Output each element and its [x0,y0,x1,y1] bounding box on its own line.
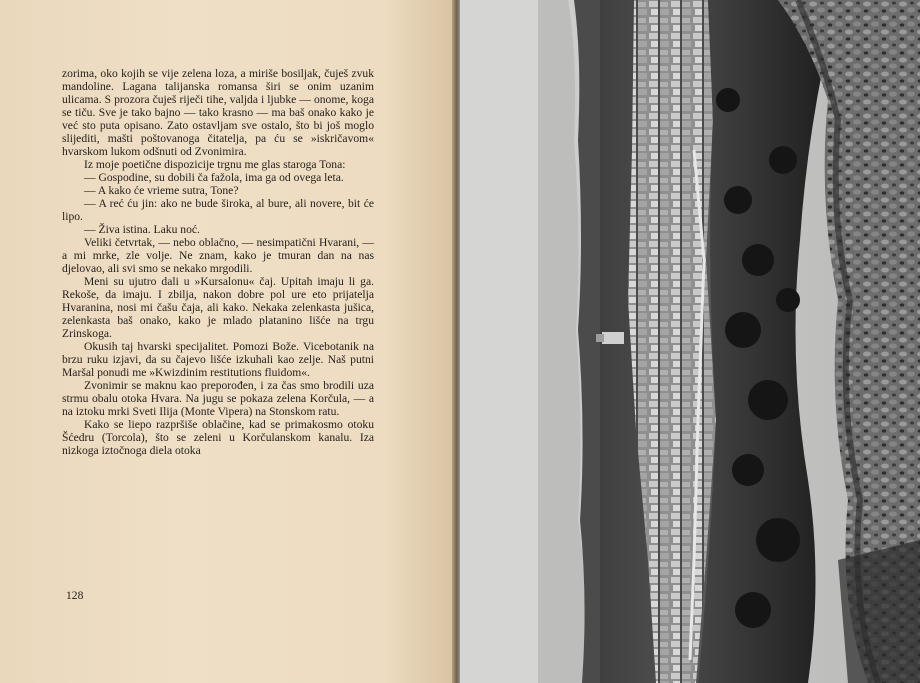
dialogue-line: — A reć ću jin: ako ne bude široka, al bure, ali novere, bit će lipo. [62,197,374,223]
dialogue-line: — Živa istina. Laku noć. [84,223,200,236]
paragraph: Okusih taj hvarski specijalitet. Pomozi Bože. Vicebotanik na brzu ruku izjavi, da su čajevo lišće izkuhali kao zelje. Naš putni Maršal ponudi me »Kwizdinim restitutions fluidom«. [62,340,374,379]
paragraph: Zvonimir se maknu kao preporođen, i za čas smo brodili uza strmu obalu otoka Hvara. Na jugu se pokaza zelena Korčula, — a na iztoku mrki Sveti Ilija (Monte Vipera) na Stonskom ratu. [62,379,374,418]
dialogue-line: — A kako će vrieme sutra, Tone? [84,184,239,197]
paragraph: Veliki četvrtak, — nebo oblačno, — nesimpatični Hvarani, — a mi mrke, zle volje. Ne znam, kako je tmuran dan na nas djelovao, ali svi smo se nekako mrgodili. [62,236,374,275]
body-text [62,67,374,457]
photo-illustration [538,0,920,683]
paragraph: Kako se liepo razpršiše oblačine, kad se primakosmo otoku Šćedru (Torcola), što se zeleni u Korčulanskom kanalu. Iza nizkoga iztočnoga diela otoka [62,418,374,457]
paragraph: Iz moje poetične dispozicije trgnu me glas staroga Tona: [84,158,346,171]
dialogue-line: — Gospodine, su dobili ča fažola, ima ga od ovega leta. [84,171,344,184]
paragraph: zorima, oko kojih se vije zelena loza, a miriše bosiljak, čuješ zvuk mandoline. Lagana talijanska romansa širi se onim uzanim ulicama. S prozora čuješ riječi tihe, valjda i ljubke — onome, koga se tiču. Sve je tako bajno — tako krasno — ma baš onako kako je već sto puta opisano. Zato ostavljam sve ostalo, što bi još moglo slijediti, mašti poštovanoga čitatelja, pa ću se »iskričavom« hvarskom lukom odšnuti od Zvonimira. [62,67,374,158]
page-number: 128 [66,589,84,602]
paragraph: Meni su ujutro dali u »Kursalonu« čaj. Upitah imaju li ga. Rekoše, da imaju. I zbilja, nakon dobre pol ure eto prijatelja Hvaranina, nosi mi čašu čaja, ali kako. Nekaka zelenkasta jušica, zelenkasta baš onako, kako je mlado platanino lišće na trgu Zrinskoga. [62,275,374,340]
left-page [0,0,452,683]
town-photograph [538,0,920,683]
book-gutter [452,0,460,683]
